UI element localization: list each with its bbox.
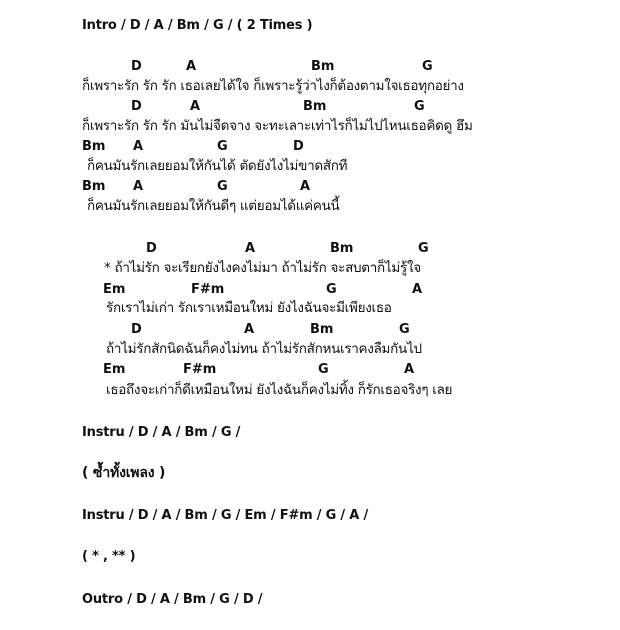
chord: G — [399, 322, 410, 337]
chord: A — [133, 179, 144, 194]
instrumental-line-1: Instru / D / A / Bm / G / — [82, 425, 241, 440]
lyric: เธอถึงจะเก่าก็ดีเหมือนใหม่ ยังไงฉันก็คงไม่ทิ้ง ก็รักเธอจริงๆ เลย — [106, 382, 453, 398]
chord: D — [293, 139, 304, 154]
chord: A — [133, 139, 144, 154]
chord: F#m — [191, 282, 225, 297]
chord: Bm — [303, 99, 327, 114]
chord: D — [131, 59, 142, 74]
lyric: ก็เพราะรัก รัก รัก มันไม่จืดจาง จะทะเลาะเท่าไรก็ไม่ไปไหนเธอคิดดู ฮึม — [82, 118, 473, 134]
chord: Bm — [82, 179, 106, 194]
chord: G — [418, 241, 429, 256]
lyric: รักเราไม่เก่า รักเราเหมือนใหม่ ยังไงฉันจะมีเพียงเธอ — [106, 300, 392, 316]
chord: A — [412, 282, 423, 297]
chord: A — [186, 59, 197, 74]
chord: Em — [103, 282, 126, 297]
chord: A — [300, 179, 311, 194]
chord: G — [217, 139, 228, 154]
chord: G — [326, 282, 337, 297]
chord: G — [217, 179, 228, 194]
lyric: ก็คนมันรักเลยยอมให้กันได้ ตัดยังไงไม่ขาดสักที — [87, 158, 348, 174]
chord: G — [422, 59, 433, 74]
chord: A — [244, 322, 255, 337]
chord: F#m — [183, 362, 217, 377]
lyric: ก็คนมันรักเลยยอมให้กันดีๆ แต่ยอมได้แค่คนนี้ — [87, 198, 340, 214]
chord: G — [414, 99, 425, 114]
repeat-marks-note: ( * , ** ) — [82, 549, 136, 564]
chord: D — [146, 241, 157, 256]
chord: A — [404, 362, 415, 377]
chord: Em — [103, 362, 126, 377]
chord: Bm — [330, 241, 354, 256]
intro-line: Intro / D / A / Bm / G / ( 2 Times ) — [82, 18, 313, 33]
outro-line: Outro / D / A / Bm / G / D / — [82, 592, 263, 607]
chord: Bm — [311, 59, 335, 74]
repeat-all-note: ( ซ้ำทั้งเพลง ) — [82, 465, 166, 481]
chord: A — [245, 241, 256, 256]
lyric: ถ้าไม่รักสักนิดฉันก็คงไม่ทน ถ้าไม่รักสักหนเราคงลืมกันไป — [106, 341, 422, 357]
chord: G — [318, 362, 329, 377]
instrumental-line-2: Instru / D / A / Bm / G / Em / F#m / G / A / — [82, 508, 369, 523]
chord: D — [131, 99, 142, 114]
chord: A — [190, 99, 201, 114]
chord: Bm — [82, 139, 106, 154]
chord: D — [131, 322, 142, 337]
lyric: ก็เพราะรัก รัก รัก เธอเลยได้ใจ ก็เพราะรู้ว่าไงก็ต้องตามใจเธอทุกอย่าง — [82, 78, 464, 94]
lyric: * ถ้าไม่รัก จะเรียกยังไงคงไม่มา ถ้าไม่รัก จะสบตาก็ไม่รู้ใจ — [104, 260, 421, 276]
chord: Bm — [310, 322, 334, 337]
